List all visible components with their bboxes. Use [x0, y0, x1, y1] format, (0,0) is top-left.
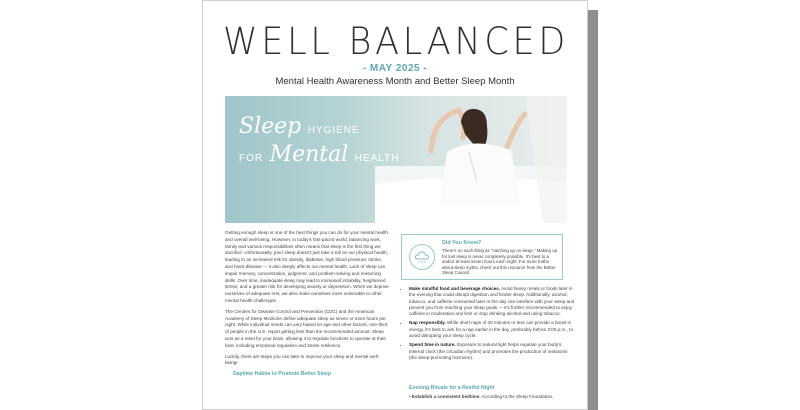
tips-list: [401, 286, 575, 364]
list-item: • Establish a consistent bedtime. According to the Sleep Foundation,: [409, 394, 554, 399]
article-body: [225, 230, 390, 378]
tip-heading: Nap responsibly.: [409, 320, 446, 326]
issue-month: - MAY 2025 -: [362, 63, 428, 74]
masthead: [223, 21, 569, 61]
tip-text: Avoid heavy meals or foods later in the evening that could disrupt digestion and hinder sleep. Additionally, alcohol, tobacco, and caffeine consumed later in the day can interfere with your sleep and prevent you from reaching your sleep goals — it's further recommended to enjoy caffeine in moderation and limit or stop drinking alcohol and using tobacco.: [409, 286, 575, 317]
evening-heading: Evening Rituals for a Restful Night: [409, 385, 495, 391]
hero-word-hygiene: HYGIENE: [307, 125, 360, 136]
hero-word-for: FOR: [239, 153, 264, 164]
hero-word-mental: Mental: [269, 142, 349, 167]
callout-text: There's no such thing as "catching up on sleep." Making up for lost sleep is never completely possible. It's best to a and/or at least seven hours each night. For more truths about sleep myths, check out this resource from the Better Sleep Council.: [442, 248, 558, 276]
hero-title-line-2: [239, 142, 399, 167]
list-item: [409, 286, 575, 317]
tip-text: According to the Sleep Foundation,: [480, 394, 554, 399]
hero-word-health: HEALTH: [354, 153, 400, 164]
list-item: [409, 320, 575, 339]
tip-heading: Establish a consistent bedtime.: [411, 394, 481, 399]
article-paragraph: Luckily, there are steps you can take to improve your sleep and mental well-being!: [225, 353, 380, 366]
list-item: [409, 342, 575, 361]
did-you-know-callout: [401, 234, 563, 280]
article-paragraph: Getting enough sleep is one of the best things you can do for your mental health and overall well-being. However, in today's fast-paced world, balancing work, family and various responsibilities often means that sleep is the first thing we sacrifice. Unfortunately, poor sleep doesn't just take a toll on our physical health, leading to an increased risk for obesity, diabetes, high blood pressure, stroke, and heart disease — it also deeply affects our mental health. Lack of sleep can impair memory, concentration, judgment, and problem-solving and reasoning skills. Over time, inadequate sleep may lead to increased irritability, heightened stress, and a greater risk for developing anxiety or depression. When we deprive ourselves of adequate rest, we also make ourselves more vulnerable to other mental health challenges.: [225, 230, 389, 303]
tip-text: While short naps of 20 minutes or less can provide a boost in energy, it's best to aim for a nap earlier in the day, preferably before 3:00 p.m., to avoid disrupting your sleep cycle.: [409, 320, 573, 339]
masthead-title: WELL BALANCED: [223, 21, 569, 61]
hero-word-sleep: Sleep: [239, 114, 302, 139]
cloud-icon: [409, 244, 435, 270]
article-paragraph: The Centers for Disease Control and Prevention (CDC) and the American Academy of Sleep Medicine define adequate sleep as seven or more hours per night. While individual needs can vary based on age and other factors, one-third of people in the U.S. report getting less than the recommended amount. Sleep acts as a reset for your brain, allowing it to regulate functions to operate at their best, including emotional regulation and stress resilience.: [225, 308, 388, 348]
newsletter-page: [202, 0, 588, 410]
tip-heading: Make mindful food and beverage choices.: [409, 286, 501, 291]
hero-banner: [225, 96, 567, 223]
tip-heading: Spend time in nature.: [409, 342, 456, 348]
daytime-heading: Daytime Habits to Promote Better Sleep: [233, 371, 332, 378]
tip-text: Exposure to natural light helps regulate your body's internal clock (the circadian rhythm) and promotes the production of melatonin (the sleep-promoting hormone).: [409, 342, 568, 360]
callout-title: Did You Know?: [442, 240, 482, 246]
hero-title-line-1: [239, 114, 360, 139]
issue-subtitle: Mental Health Awareness Month and Better Sleep Month: [275, 76, 515, 87]
